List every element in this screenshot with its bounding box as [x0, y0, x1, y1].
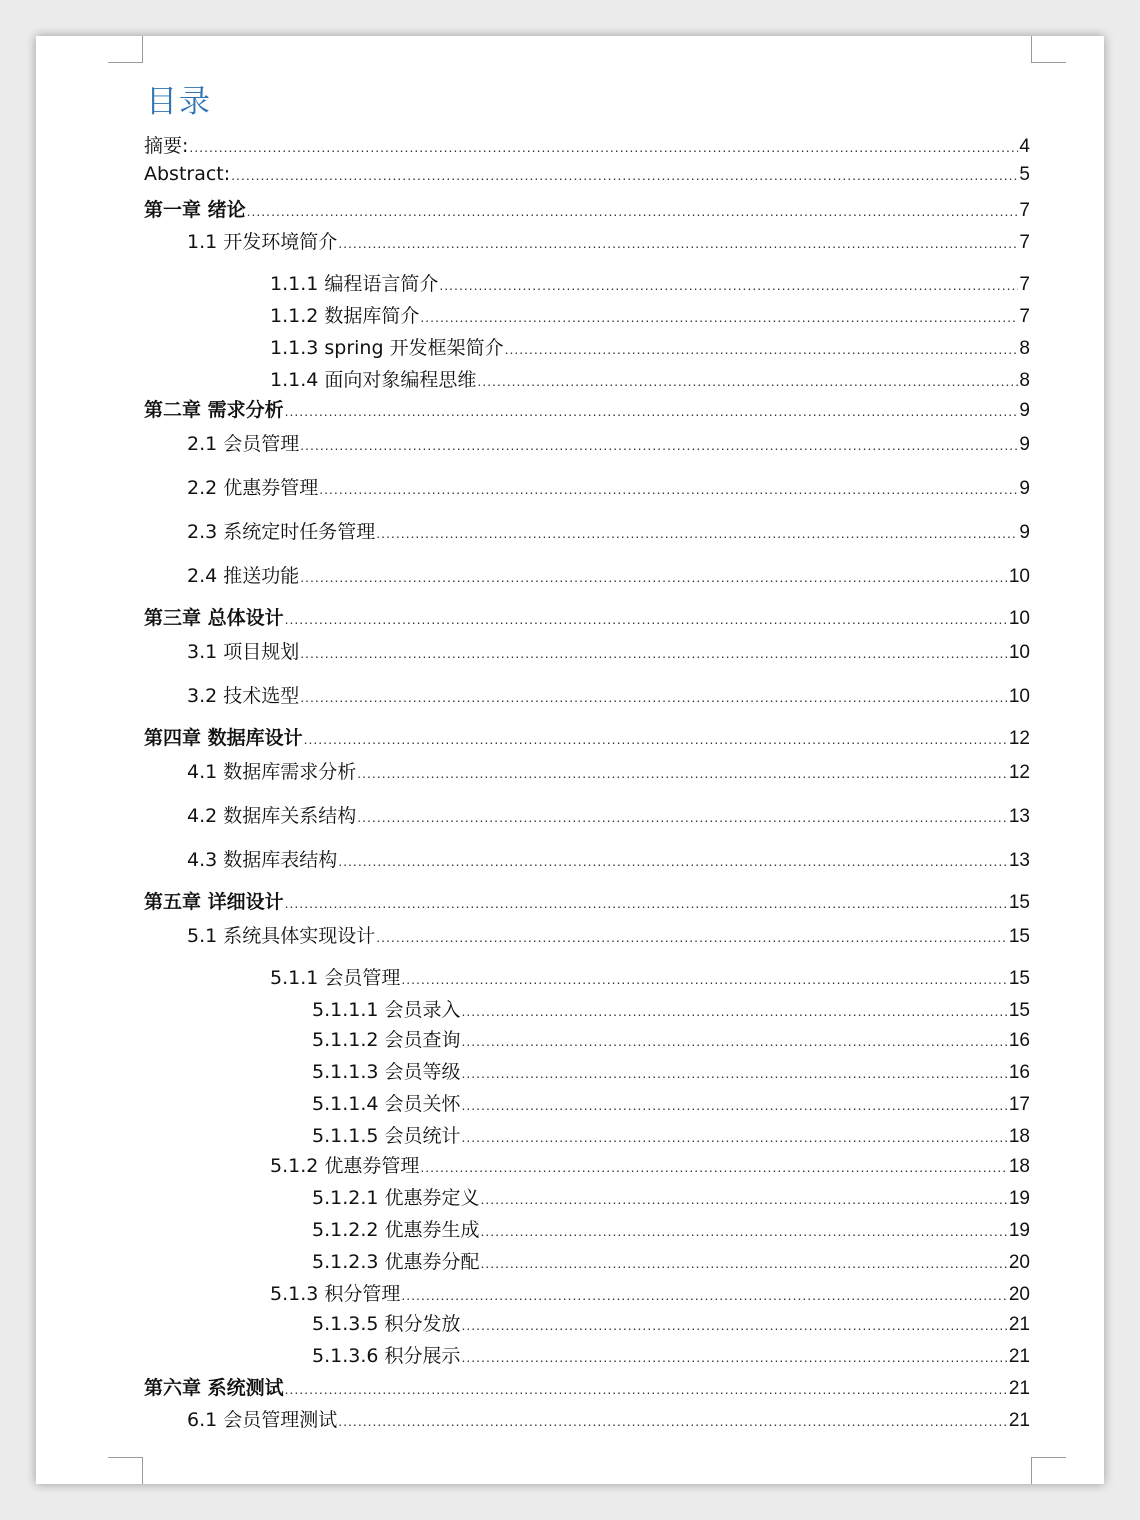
- toc-entry[interactable]: [144, 963, 1030, 990]
- toc-page-number: 8: [1019, 338, 1030, 359]
- toc-entry-label: 2.1 会员管理: [187, 433, 300, 455]
- toc-page-number: 21: [1008, 1410, 1030, 1431]
- toc-page-number: 20: [1008, 1252, 1030, 1273]
- toc-entry[interactable]: [144, 269, 1030, 296]
- toc-entry-label: 5.1.2 优惠券管理: [270, 1155, 420, 1177]
- toc-entry-label: 第四章 数据库设计: [144, 727, 303, 749]
- toc-entry-label: 5.1.3 积分管理: [270, 1283, 401, 1305]
- toc-entry[interactable]: [144, 845, 1030, 872]
- toc-page-number: 21: [1008, 1314, 1030, 1335]
- toc-entry-label: 5.1.1.1 会员录入: [312, 999, 461, 1021]
- toc-page-number: 10: [1008, 566, 1030, 587]
- toc-entry[interactable]: [144, 723, 1030, 750]
- toc-dot-leader: [462, 1033, 1008, 1049]
- toc-dot-leader: [300, 437, 1018, 453]
- toc-entry-label: 5.1.3.5 积分发放: [312, 1313, 461, 1335]
- toc-entry[interactable]: [144, 1279, 1030, 1306]
- toc-dot-leader: [439, 277, 1018, 293]
- toc-page-number: 10: [1008, 686, 1030, 707]
- toc-entry[interactable]: [144, 1405, 1030, 1432]
- toc-dot-leader: [300, 569, 1008, 585]
- toc-entry-label: 2.2 优惠券管理: [187, 477, 319, 499]
- toc-entry-label: 5.1.1.2 会员查询: [312, 1029, 461, 1051]
- toc-entry[interactable]: [144, 801, 1030, 828]
- crop-mark-bottom-left: [108, 1457, 143, 1484]
- toc-dot-leader: [357, 809, 1008, 825]
- toc-entry[interactable]: [144, 227, 1030, 254]
- toc-page-number: 7: [1019, 200, 1030, 221]
- toc-entry[interactable]: [144, 131, 1030, 158]
- toc-entry-label: 第一章 绪论: [144, 199, 246, 221]
- toc-entry-label: 4.1 数据库需求分析: [187, 761, 357, 783]
- toc-entry-label: 1.1.3 spring 开发框架简介: [270, 337, 504, 359]
- toc-entry-label: 2.3 系统定时任务管理: [187, 521, 376, 543]
- toc-entry-label: 1.1.1 编程语言简介: [270, 273, 439, 295]
- toc-dot-leader: [304, 731, 1008, 747]
- toc-page-number: 15: [1008, 1000, 1030, 1021]
- toc-page-number: 12: [1008, 728, 1030, 749]
- toc-entry[interactable]: [144, 1341, 1030, 1368]
- toc-page-number: 15: [1008, 968, 1030, 989]
- toc-dot-leader: [338, 1413, 1008, 1429]
- crop-mark-top-left: [108, 36, 143, 63]
- toc-dot-leader: [285, 611, 1008, 627]
- toc-entry-label: 5.1.2.1 优惠券定义: [312, 1187, 480, 1209]
- toc-dot-leader: [319, 481, 1018, 497]
- toc-entry[interactable]: [144, 333, 1030, 360]
- toc-entry-label: 6.1 会员管理测试: [187, 1409, 338, 1431]
- toc-entry[interactable]: [144, 921, 1030, 948]
- toc-page-number: 15: [1008, 892, 1030, 913]
- toc-entry[interactable]: [144, 395, 1030, 422]
- toc-dot-leader: [231, 167, 1018, 183]
- toc-entry-label: 3.2 技术选型: [187, 685, 300, 707]
- toc-entry[interactable]: [144, 561, 1030, 588]
- toc-dot-leader: [338, 235, 1018, 251]
- toc-dot-leader: [481, 1255, 1008, 1271]
- toc-page-number: 12: [1008, 762, 1030, 783]
- toc-entry[interactable]: [144, 603, 1030, 630]
- toc-entry[interactable]: [144, 995, 1030, 1022]
- toc-entry-label: 5.1.2.2 优惠券生成: [312, 1219, 480, 1241]
- toc-page-number: 7: [1019, 306, 1030, 327]
- toc-page-number: 7: [1019, 274, 1030, 295]
- toc-dot-leader: [285, 1381, 1008, 1397]
- toc-entry[interactable]: [144, 517, 1030, 544]
- toc-dot-leader: [462, 1317, 1008, 1333]
- toc-entry[interactable]: [144, 637, 1030, 664]
- toc-entry[interactable]: [144, 1247, 1030, 1274]
- toc-dot-leader: [462, 1065, 1008, 1081]
- toc-dot-leader: [247, 203, 1019, 219]
- toc-entry-label: 第六章 系统测试: [144, 1377, 284, 1399]
- toc-entry[interactable]: [144, 1215, 1030, 1242]
- toc-page-number: 17: [1008, 1094, 1030, 1115]
- toc-entry[interactable]: [144, 681, 1030, 708]
- toc-dot-leader: [300, 689, 1008, 705]
- crop-mark-top-right: [1031, 36, 1066, 63]
- toc-entry-label: 5.1.2.3 优惠券分配: [312, 1251, 480, 1273]
- toc-dot-leader: [338, 853, 1008, 869]
- toc-dot-leader: [420, 1159, 1007, 1175]
- toc-dot-leader: [481, 1191, 1008, 1207]
- toc-dot-leader: [376, 929, 1008, 945]
- document-page: [36, 36, 1104, 1484]
- toc-dot-leader: [300, 645, 1008, 661]
- toc-dot-leader: [462, 1097, 1008, 1113]
- toc-page-number: 13: [1008, 850, 1030, 871]
- toc-page-number: 5: [1019, 164, 1030, 185]
- toc-page-number: 9: [1019, 400, 1030, 421]
- toc-entry-label: 3.1 项目规划: [187, 641, 300, 663]
- toc-page-number: 19: [1008, 1188, 1030, 1209]
- toc-entry[interactable]: [144, 365, 1030, 392]
- toc-dot-leader: [401, 1287, 1007, 1303]
- toc-dot-leader: [477, 373, 1018, 389]
- toc-title: 目录: [146, 84, 212, 120]
- toc-dot-leader: [505, 341, 1019, 357]
- table-of-contents: [144, 36, 1030, 1484]
- toc-dot-leader: [462, 1003, 1008, 1019]
- toc-page-number: 21: [1008, 1378, 1030, 1399]
- toc-entry-label: 1.1.4 面向对象编程思维: [270, 369, 477, 391]
- toc-page-number: 9: [1019, 522, 1030, 543]
- toc-entry-label: 5.1.1.3 会员等级: [312, 1061, 461, 1083]
- toc-entry[interactable]: [144, 1373, 1030, 1400]
- toc-page-number: 9: [1019, 434, 1030, 455]
- toc-page-number: 7: [1019, 232, 1030, 253]
- toc-entry-label: 4.2 数据库关系结构: [187, 805, 357, 827]
- toc-entry[interactable]: [144, 473, 1030, 500]
- toc-dot-leader: [462, 1349, 1008, 1365]
- toc-entry[interactable]: [144, 1121, 1030, 1148]
- toc-entry-label: 1.1.2 数据库简介: [270, 305, 420, 327]
- toc-page-number: 10: [1008, 608, 1030, 629]
- toc-entry-label: 第五章 详细设计: [144, 891, 284, 913]
- toc-entry-label: 5.1 系统具体实现设计: [187, 925, 376, 947]
- toc-page-number: 13: [1008, 806, 1030, 827]
- toc-dot-leader: [189, 139, 1018, 155]
- toc-entry[interactable]: [144, 1183, 1030, 1210]
- toc-dot-leader: [481, 1223, 1008, 1239]
- toc-entry-label: Abstract:: [144, 163, 231, 185]
- toc-entry-label: 5.1.3.6 积分展示: [312, 1345, 461, 1367]
- toc-entry[interactable]: [144, 887, 1030, 914]
- toc-page-number: 18: [1008, 1126, 1030, 1147]
- toc-entry[interactable]: [144, 301, 1030, 328]
- toc-page-number: 21: [1008, 1346, 1030, 1367]
- toc-entry[interactable]: [144, 1057, 1030, 1084]
- toc-dot-leader: [376, 525, 1018, 541]
- toc-entry-label: 4.3 数据库表结构: [187, 849, 338, 871]
- toc-entry-label: 5.1.1.4 会员关怀: [312, 1093, 461, 1115]
- toc-dot-leader: [420, 309, 1018, 325]
- toc-entry-label: 2.4 推送功能: [187, 565, 300, 587]
- toc-entry-label: 1.1 开发环境简介: [187, 231, 338, 253]
- toc-page-number: 16: [1008, 1062, 1030, 1083]
- toc-entry[interactable]: [144, 1309, 1030, 1336]
- toc-page-number: 9: [1019, 478, 1030, 499]
- toc-page-number: 4: [1019, 136, 1030, 157]
- toc-page-number: 16: [1008, 1030, 1030, 1051]
- toc-entry[interactable]: [144, 163, 1030, 186]
- toc-dot-leader: [401, 971, 1007, 987]
- toc-dot-leader: [285, 403, 1019, 419]
- toc-entry[interactable]: [144, 195, 1030, 222]
- crop-mark-bottom-right: [1031, 1457, 1066, 1484]
- toc-entry-label: 摘要:: [144, 135, 189, 157]
- toc-entry-label: 5.1.1 会员管理: [270, 967, 401, 989]
- toc-dot-leader: [462, 1129, 1008, 1145]
- toc-entry-label: 第二章 需求分析: [144, 399, 284, 421]
- toc-dot-leader: [285, 895, 1008, 911]
- toc-page-number: 20: [1008, 1284, 1030, 1305]
- toc-entry[interactable]: [144, 429, 1030, 456]
- toc-entry[interactable]: [144, 1089, 1030, 1116]
- toc-entry[interactable]: [144, 757, 1030, 784]
- toc-page-number: 19: [1008, 1220, 1030, 1241]
- toc-entry-label: 第三章 总体设计: [144, 607, 284, 629]
- toc-page-number: 15: [1008, 926, 1030, 947]
- toc-entry[interactable]: [144, 1025, 1030, 1052]
- toc-page-number: 10: [1008, 642, 1030, 663]
- toc-dot-leader: [357, 765, 1008, 781]
- toc-entry[interactable]: [144, 1151, 1030, 1178]
- toc-page-number: 8: [1019, 370, 1030, 391]
- toc-entry-label: 5.1.1.5 会员统计: [312, 1125, 461, 1147]
- toc-page-number: 18: [1008, 1156, 1030, 1177]
